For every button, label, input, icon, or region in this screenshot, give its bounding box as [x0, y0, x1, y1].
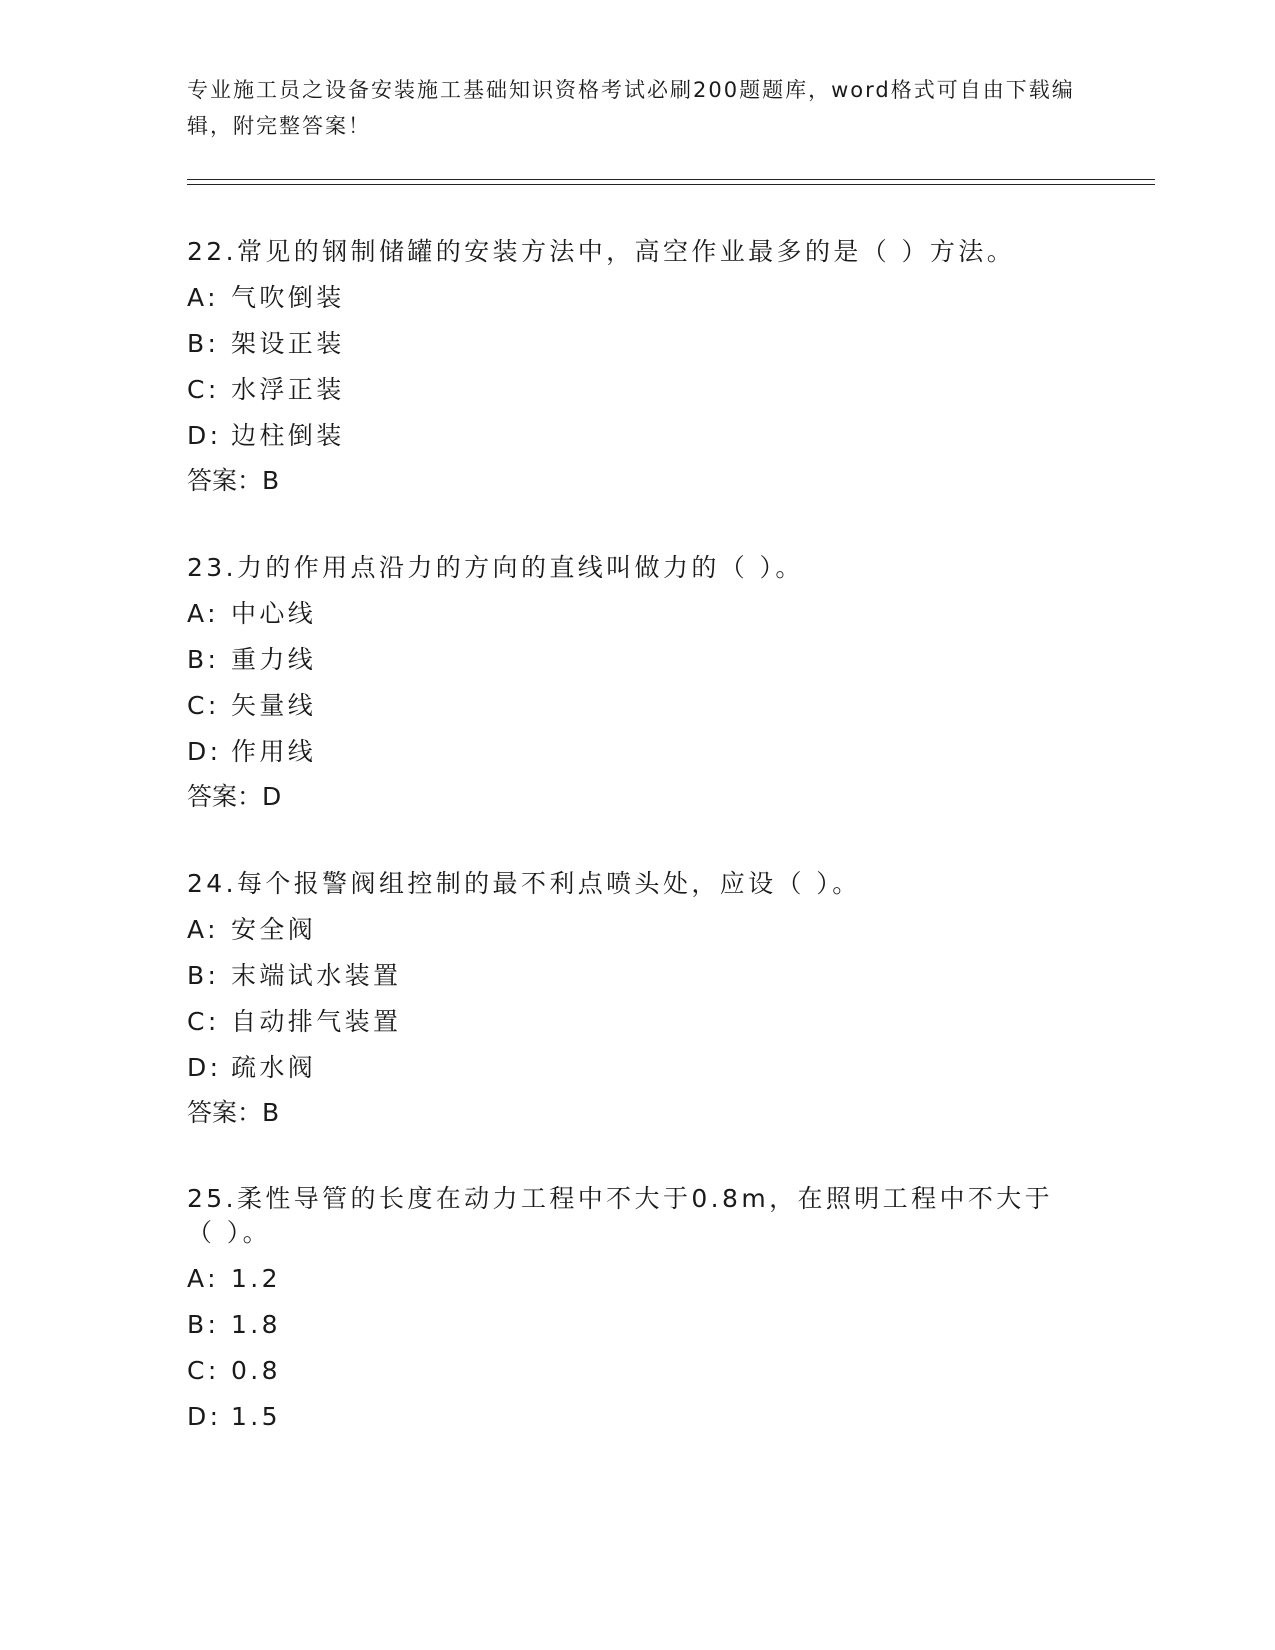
option-a — [187, 281, 1107, 315]
option-c — [187, 1354, 1107, 1388]
option-d — [187, 1400, 1107, 1434]
option-label: C: — [187, 1007, 220, 1036]
question-stem: 25.柔性导管的长度在动力工程中不大于0.8m，在照明工程中不大于（ ）。 — [187, 1184, 1054, 1247]
question-stem: 23.力的作用点沿力的方向的直线叫做力的（ ）。 — [187, 553, 804, 582]
option-text: 中心线 — [231, 599, 317, 628]
answer-line — [187, 780, 1107, 814]
option-label: A: — [187, 599, 219, 628]
option-text: 疏水阀 — [231, 1053, 317, 1082]
option-label: D: — [187, 421, 222, 450]
question-23 — [187, 551, 1107, 814]
option-text: 安全阀 — [231, 915, 317, 944]
question-24 — [187, 867, 1107, 1130]
option-text: 1.5 — [231, 1402, 281, 1431]
option-b — [187, 643, 1107, 677]
option-label: D: — [187, 737, 222, 766]
option-a — [187, 597, 1107, 631]
option-label: A: — [187, 915, 219, 944]
answer-value: B — [262, 1098, 281, 1127]
option-label: C: — [187, 1356, 220, 1385]
option-label: B: — [187, 645, 220, 674]
option-text: 1.8 — [231, 1310, 281, 1339]
option-d — [187, 419, 1107, 453]
option-label: A: — [187, 1264, 219, 1293]
option-a — [187, 1262, 1107, 1296]
answer-label: 答案： — [187, 782, 263, 811]
document-header: 专业施工员之设备安装施工基础知识资格考试必刷200题题库，word格式可自由下载编辑，附完整答案！ — [187, 78, 1075, 138]
option-label: C: — [187, 375, 220, 404]
option-label: B: — [187, 961, 220, 990]
answer-line — [187, 464, 1107, 498]
option-c — [187, 1005, 1107, 1039]
answer-label: 答案： — [187, 466, 263, 495]
option-text: 重力线 — [231, 645, 317, 674]
option-text: 作用线 — [231, 737, 317, 766]
option-label: B: — [187, 1310, 220, 1339]
answer-value: B — [262, 466, 281, 495]
answer-value: D — [262, 782, 283, 811]
option-text: 气吹倒装 — [231, 283, 345, 312]
header-divider-bottom — [187, 184, 1155, 185]
option-b — [187, 1308, 1107, 1342]
option-b — [187, 327, 1107, 361]
question-stem: 24.每个报警阀组控制的最不利点喷头处，应设（ ）。 — [187, 869, 861, 898]
option-a — [187, 913, 1107, 947]
option-b — [187, 959, 1107, 993]
option-text: 边柱倒装 — [231, 421, 345, 450]
question-22 — [187, 235, 1107, 498]
question-stem: 22.常见的钢制储罐的安装方法中，高空作业最多的是（ ）方法。 — [187, 237, 1016, 266]
answer-label: 答案： — [187, 1098, 263, 1127]
option-d — [187, 1051, 1107, 1085]
option-text: 1.2 — [231, 1264, 281, 1293]
option-label: D: — [187, 1402, 222, 1431]
option-text: 架设正装 — [231, 329, 345, 358]
answer-line — [187, 1096, 1107, 1130]
option-c — [187, 689, 1107, 723]
option-text: 自动排气装置 — [231, 1007, 402, 1036]
question-25 — [187, 1182, 1107, 1434]
option-text: 0.8 — [231, 1356, 281, 1385]
option-label: C: — [187, 691, 220, 720]
option-label: B: — [187, 329, 220, 358]
header-divider-top — [187, 179, 1155, 180]
option-d — [187, 735, 1107, 769]
option-label: D: — [187, 1053, 222, 1082]
option-label: A: — [187, 283, 219, 312]
option-text: 水浮正装 — [231, 375, 345, 404]
option-text: 矢量线 — [231, 691, 317, 720]
option-c — [187, 373, 1107, 407]
option-text: 末端试水装置 — [231, 961, 402, 990]
